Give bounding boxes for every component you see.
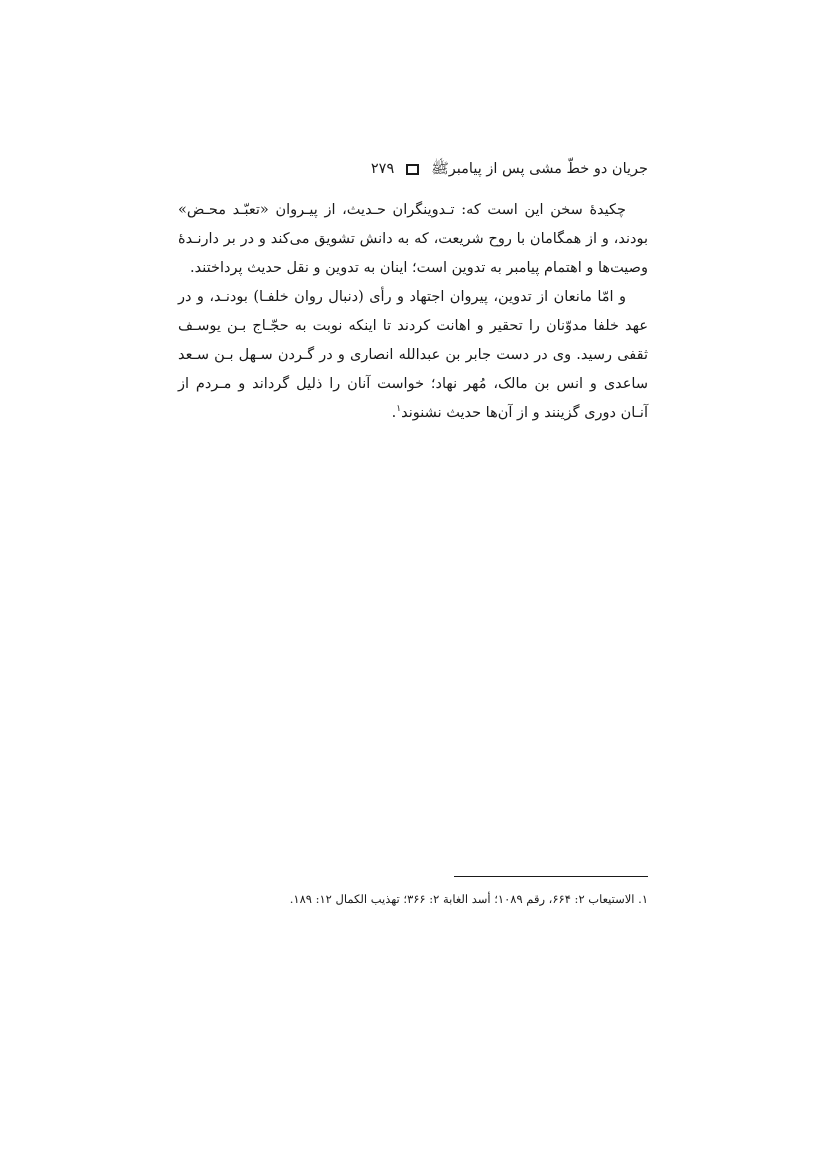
- running-header: [178, 158, 648, 180]
- header-title: جریان دو خطّ مشی پس از پیامبرﷺ: [431, 161, 648, 177]
- paragraph-2-text: و امّا مانعان از تدوین، پیروان اجتهاد و رأی (دنبال روان خلفـا) بودنـد، و در عهد خلفا مدوّنان را تحقیر و اهانت کردند تا اینکه نوبت به حجّـاج بـن یوسـف ثقفی رسید. وی در دست جابر بن عبدالله انصاری و در گـردن سـهل بـن سـعد ساعدی و انس بن مالک، مُهر نهاد؛ خواست آنان را ذلیل گرداند و مـردم از آنـان دوری گزینند و از آن‌ها حدیث نشنوند: [178, 289, 648, 421]
- paragraph-1: چکیدهٔ سخن این است که: تـدوینگران حـدیث، از پیـروان «تعبّـد محـض» بودند، و از همگامان با روح شریعت، که به دانش تشویق می‌کند و در بر دارنـدهٔ وصیت‌ها و اهتمام پیامبر به تدوین است؛ اینان به تدوین و نقل حدیث پرداختند.: [178, 202, 648, 276]
- footnote-reference[interactable]: ۱: [396, 404, 402, 415]
- footnote-divider: [454, 876, 648, 877]
- page-number: ۲۷۹: [370, 161, 395, 177]
- paragraph-2: [178, 283, 648, 428]
- footnote: ۱. الاستیعاب ۲: ۶۶۴، رقم ۱۰۸۹؛ أسد الغابة ۲: ۳۶۶؛ تهذیب الکمال ۱۲: ۱۸۹.: [289, 892, 648, 906]
- header-box-ornament: [406, 164, 419, 175]
- paragraph-2-end: .: [391, 405, 397, 421]
- body-text: [178, 196, 648, 428]
